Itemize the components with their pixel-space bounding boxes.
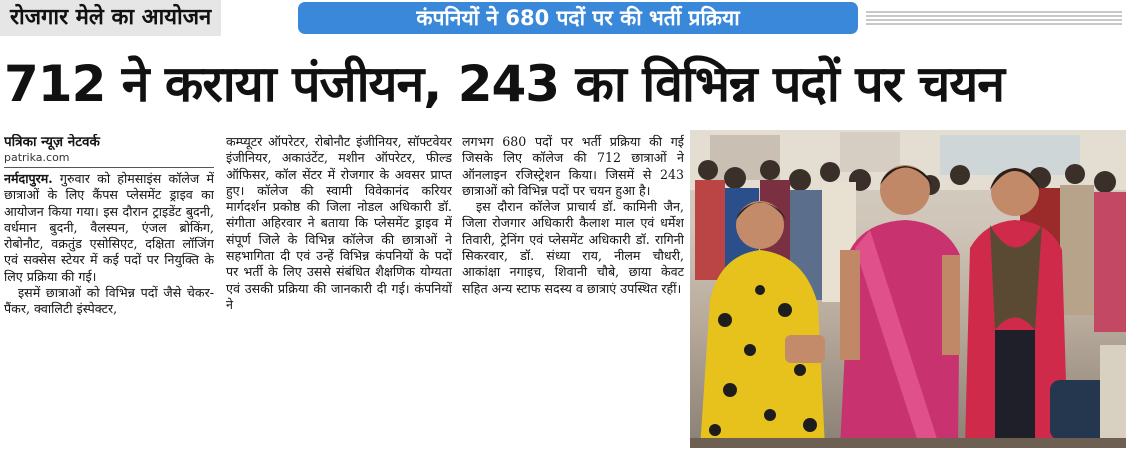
event-photo-illustration (690, 130, 1126, 448)
event-photo (690, 130, 1126, 448)
headline: 712 ने कराया पंजीयन, 243 का विभिन्न पदों पर चयन (4, 55, 1005, 113)
byline-agency: पत्रिका न्यूज़ नेटवर्क (4, 134, 100, 150)
byline-site: patrika.com (4, 151, 214, 168)
paragraph-2-part-1: इसमें छात्राओं को विभिन्न पदों जैसे चेकर-पैंकर, क्वालिटी इंस्पेक्टर, (4, 285, 214, 317)
decorative-stripes (866, 11, 1122, 27)
section-header (0, 0, 1126, 38)
article-column-2 (226, 134, 452, 446)
dateline-place: नर्मदापुरम. (4, 171, 53, 186)
paragraph-2-part-2: कम्प्यूटर ऑपरेटर, रोबोनौट इंजीनियर, सॉफ्टवेयर इंजीनियर, अकाउंटेंट, मशीन ऑपरेटर, फील्ड ऑफिसर, कॉल सेंटर में रोजगार के अवसर प्राप्त हुए। कॉलेज की स्वामी विवेकानंद करियर मार्गदर्शन प्रकोष्ठ की जिला नोडल अधिकारी डॉ. संगीता अहिरवार ने बताया कि प्लेसमेंट ड्राइव में संपूर्ण जिले के विभिन्न कॉलेज की छात्राओं ने सहभागिता दी एवं उन्हें विभिन्न कंपनियों के पदों पर भर्ती के लिए उससे संबंधित शैक्षणिक योग्यता एवं उसकी प्रक्रिया की जानकारी दी गई। कंपनियों ने (226, 134, 452, 312)
paragraph-2-continued (226, 134, 452, 313)
article-column-1 (4, 134, 214, 446)
paragraph-2-start (4, 285, 214, 318)
article-column-3 (462, 134, 684, 446)
paragraph-3: लगभग 680 पदों पर भर्ती प्रक्रिया की गई जिसके लिए कॉलेज की 712 छात्राओं ने ऑनलाइन रजिस्ट्रेशन किया। जिसमें से 243 छात्राओं को विभिन्न पदों पर चयन हुआ है। (462, 134, 684, 198)
paragraph-1-text: गुरुवार को होमसाइंस कॉलेज में छात्राओं के लिए कैंपस प्लेसमेंट ड्राइव का आयोजन किया गया। इस दौरान ट्राइडेंट बुदनी, वर्धमान बुदनी, वैलस्पन, एंजल ब्रोकिंग, रोबोनौट, वक्रतुंड एसोसिएट, दक्षिता लॉजिंग एवं सक्सेस स्टेयर में कई पदों पर नियुक्ति के लिए प्रक्रिया की गई। (4, 171, 214, 284)
subheadline-banner: कंपनियों ने 680 पदों पर की भर्ती प्रक्रिया (298, 2, 858, 34)
section-kicker: रोजगार मेले का आयोजन (0, 0, 221, 36)
paragraph-1 (4, 171, 214, 285)
paragraph-4: इस दौरान कॉलेज प्राचार्य डॉ. कामिनी जैन, जिला रोजगार अधिकारी कैलाश माल एवं धर्मेश तिवारी, ट्रेनिंग एवं प्लेसमेंट अधिकारी डॉ. रागिनी सिकरवार, डॉ. संध्या राय, नीलम चौधरी, आकांक्षा नगाइच, शिवानी चौबे, छाया केवट सहित अन्य स्टाफ सदस्य व छात्राएं उपस्थित रहीं। (462, 199, 684, 296)
